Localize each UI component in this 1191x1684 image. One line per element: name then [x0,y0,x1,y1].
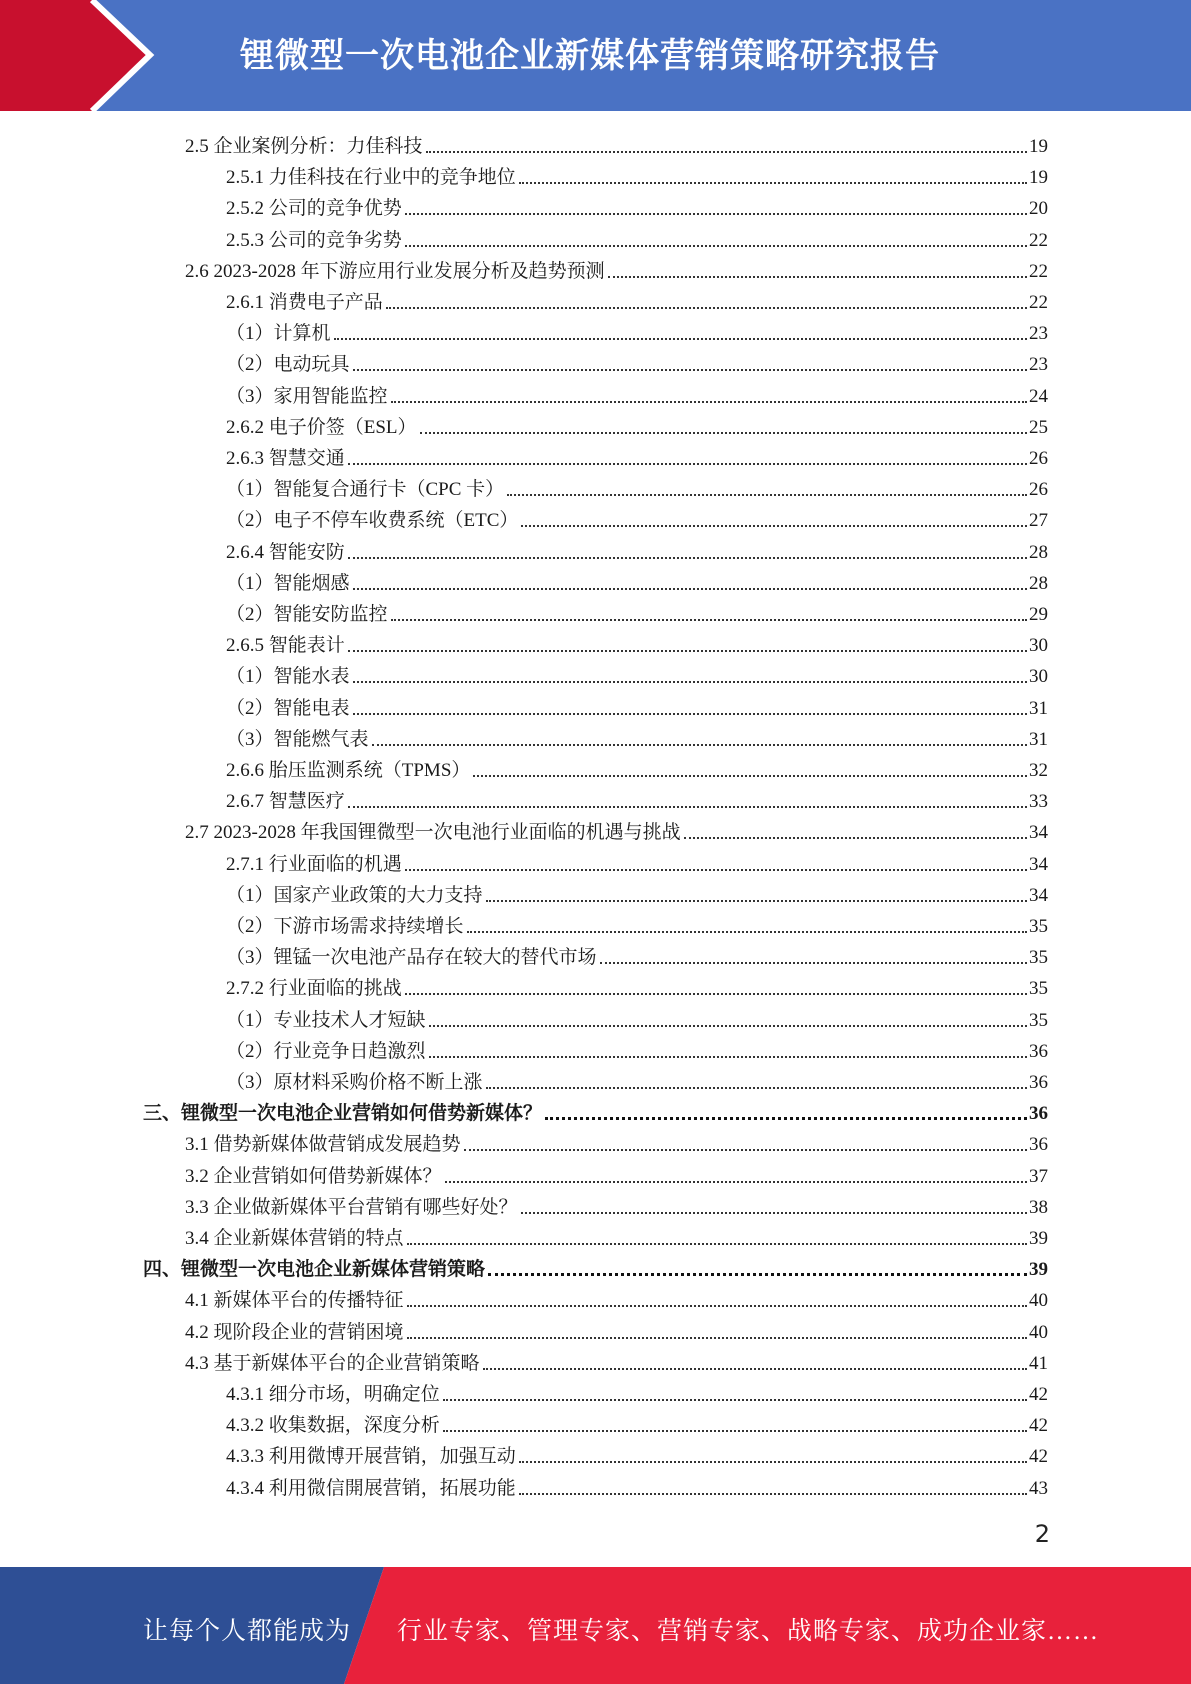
toc-entry[interactable] [226,783,1048,814]
toc-dot-leader [521,1212,1027,1214]
toc-entry-label: 4.3.3 利用微博开展营销，加强互动 [226,1446,516,1468]
toc-entry-label: 4.3.2 收集数据，深度分析 [226,1415,440,1437]
toc-dot-leader [405,245,1027,247]
toc-entry-page: 23 [1029,354,1048,376]
toc-entry-label: （2）行业竞争日趋激烈 [226,1040,426,1062]
toc-dot-leader [420,432,1027,434]
toc-entry-page: 40 [1029,1290,1048,1312]
toc-entry[interactable] [226,877,1048,908]
toc-entry[interactable] [226,565,1048,596]
toc-dot-leader [386,307,1027,309]
toc-dot-leader [405,869,1027,871]
toc-entry-label: （1）智能水表 [226,666,350,688]
toc-entry[interactable] [226,752,1048,783]
toc-entry-label: （3）智能燃气表 [226,728,369,750]
toc-entry[interactable] [185,814,1048,845]
toc-entry[interactable] [226,534,1048,565]
toc-entry[interactable] [226,159,1048,190]
toc-dot-leader [353,588,1027,590]
toc-entry[interactable] [226,190,1048,221]
toc-entry-page: 36 [1029,1072,1048,1093]
toc-entry-label: 3.2 企业营销如何借势新媒体？ [185,1165,442,1187]
toc-entry-page: 35 [1029,916,1048,937]
toc-dot-leader [443,1399,1027,1401]
toc-entry[interactable] [226,721,1048,752]
footer-slogan-left: 让每个人都能成为 [143,1618,352,1645]
toc-dot-leader [334,338,1027,340]
toc-entry[interactable] [185,1189,1048,1220]
toc-entry-label: （1）智能复合通行卡（CPC 卡） [226,479,505,501]
toc-entry-label: （2）下游市场需求持续增长 [226,916,464,937]
toc-entry-label: （3）锂锰一次电池产品存在较大的替代市场 [226,947,597,969]
toc-entry-label: 2.6.1 消费电子产品 [226,292,383,313]
toc-dot-leader [391,619,1027,621]
toc-entry-page: 24 [1029,385,1048,407]
toc-entry-label: （1）计算机 [226,323,331,345]
toc-entry-label: 2.5 企业案例分析：力佳科技 [185,136,423,157]
toc-entry-page: 42 [1029,1446,1048,1468]
toc-entry-page: 22 [1029,260,1048,282]
toc-entry[interactable] [226,471,1048,502]
toc-entry[interactable] [226,1064,1048,1095]
toc-entry[interactable] [226,409,1048,440]
toc-dot-leader [353,713,1027,715]
toc-entry-page: 33 [1029,791,1048,813]
toc-entry-label: 2.7.1 行业面临的机遇 [226,853,402,875]
toc-entry-page: 34 [1029,822,1048,844]
toc-entry-label: 2.7 2023-2028 年我国锂微型一次电池行业面临的机遇与挑战 [185,822,681,844]
toc-entry[interactable] [226,222,1048,253]
toc-dot-leader [467,931,1027,933]
toc-entry-label: 4.2 现阶段企业的营销困境 [185,1321,404,1343]
toc-entry-label: （2）智能电表 [226,697,350,719]
toc-entry-label: 2.6.4 智能安防 [226,541,345,563]
toc-entry[interactable] [226,378,1048,409]
toc-entry[interactable] [226,1407,1048,1438]
toc-entry-page: 34 [1029,853,1048,875]
footer-slogan-right: 行业专家、管理专家、营销专家、战略专家、成功企业家…… [397,1618,1100,1645]
toc-dot-leader [486,900,1027,902]
toc-entry-page: 22 [1029,292,1048,313]
toc-entry-label: 三、锂微型一次电池企业营销如何借势新媒体？ [143,1103,543,1125]
toc-entry-label: （2）电动玩具 [226,354,350,376]
toc-dot-leader [600,962,1027,964]
toc-entry[interactable] [226,1376,1048,1407]
toc-entry-page: 42 [1029,1415,1048,1437]
toc-entry[interactable] [143,1095,1048,1126]
toc-entry-label: （1）智能烟感 [226,572,350,594]
toc-entry-label: 3.3 企业做新媒体平台营销有哪些好处？ [185,1196,518,1218]
toc-entry-page: 31 [1029,728,1048,750]
toc-dot-leader [483,1368,1027,1370]
toc-dot-leader [519,182,1027,184]
toc-entry-page: 20 [1029,198,1048,220]
toc-entry[interactable] [185,1345,1048,1376]
toc-dot-leader [519,1493,1027,1495]
toc-dot-leader [405,213,1027,215]
toc-dot-leader [521,525,1027,527]
chevron-arrow-icon [0,0,160,111]
toc-entry-label: 2.6 2023-2028 年下游应用行业发展分析及趋势预测 [185,260,605,282]
toc-entry[interactable] [185,1314,1048,1345]
toc-entry-label: 4.1 新媒体平台的传播特征 [185,1290,404,1312]
toc-entry-page: 19 [1029,167,1048,189]
toc-entry-page: 29 [1029,604,1048,625]
toc-entry-page: 37 [1029,1165,1048,1187]
toc-entry[interactable] [226,284,1048,315]
toc-entry-page: 28 [1029,572,1048,594]
toc-dot-leader [519,1461,1027,1463]
toc-entry[interactable] [185,1126,1048,1157]
toc-dot-leader [445,1181,1027,1183]
toc-entry-page: 32 [1029,760,1048,781]
toc-entry-label: 4.3 基于新媒体平台的企业营销策略 [185,1352,480,1374]
toc-dot-leader [488,1273,1027,1276]
toc-entry[interactable] [226,502,1048,533]
toc-entry[interactable] [226,690,1048,721]
toc-entry[interactable] [226,315,1048,346]
toc-entry[interactable] [226,1033,1048,1064]
toc-dot-leader [443,1430,1027,1432]
toc-entry[interactable] [226,908,1048,939]
toc-entry-label: 4.3.1 细分市场，明确定位 [226,1384,440,1405]
toc-entry-label: 2.6.2 电子价签（ESL） [226,416,417,438]
toc-dot-leader [486,1087,1027,1089]
toc-dot-leader [464,1149,1027,1151]
toc-dot-leader [391,401,1027,403]
toc-entry[interactable] [185,1282,1048,1313]
toc-dot-leader [407,1337,1027,1339]
toc-dot-leader [473,775,1027,777]
toc-entry-page: 35 [1029,978,1048,1000]
header-banner [0,0,1191,111]
toc-entry-page: 41 [1029,1352,1048,1374]
toc-entry[interactable] [226,939,1048,970]
toc-entry[interactable] [226,1470,1048,1501]
toc-entry-label: 四、锂微型一次电池企业新媒体营销策略 [143,1259,486,1281]
toc-dot-leader [608,276,1027,278]
toc-entry-label: 2.7.2 行业面临的挑战 [226,978,402,1000]
toc-entry-page: 26 [1029,479,1048,501]
toc-entry-page: 22 [1029,229,1048,251]
toc-dot-leader [348,806,1027,808]
toc-entry-page: 31 [1029,697,1048,719]
toc-entry-label: （2）智能安防监控 [226,604,388,625]
toc-dot-leader [426,151,1027,153]
toc-entry-page: 25 [1029,416,1048,438]
toc-entry-label: 2.5.1 力佳科技在行业中的竞争地位 [226,167,516,189]
toc-entry-page: 30 [1029,635,1048,657]
toc-dot-leader [545,1117,1027,1120]
toc-entry-label: 2.6.6 胎压监测系统（TPMS） [226,760,471,781]
toc-entry-page: 28 [1029,541,1048,563]
toc-entry-label: 3.4 企业新媒体营销的特点 [185,1228,404,1249]
toc-entry-label: 4.3.4 利用微信開展营销，拓展功能 [226,1477,516,1499]
toc-entry-page: 30 [1029,666,1048,688]
toc-entry-label: 2.5.2 公司的竞争优势 [226,198,402,220]
toc-entry[interactable] [226,596,1048,627]
toc-entry[interactable] [226,346,1048,377]
toc-dot-leader [353,681,1027,683]
toc-entry-page: 36 [1029,1134,1048,1156]
toc-dot-leader [348,650,1027,652]
toc-entry-page: 38 [1029,1196,1048,1218]
toc-dot-leader [348,463,1027,465]
toc-entry-page: 19 [1029,136,1048,157]
toc-dot-leader [348,557,1027,559]
toc-entry-page: 26 [1029,448,1048,469]
toc-entry-label: 2.5.3 公司的竞争劣势 [226,229,402,251]
toc-entry-page: 36 [1029,1040,1048,1062]
toc-entry-label: （1）专业技术人才短缺 [226,1009,426,1031]
toc-entry[interactable] [226,846,1048,877]
page-number: 2 [1034,1520,1050,1548]
toc-entry-label: 2.6.7 智慧医疗 [226,791,345,813]
toc-entry[interactable] [226,1438,1048,1469]
toc-entry-label: 3.1 借势新媒体做营销成发展趋势 [185,1134,461,1156]
toc-dot-leader [429,1056,1027,1058]
toc-dot-leader [372,744,1027,746]
toc-entry[interactable] [226,440,1048,471]
toc-entry-page: 39 [1029,1259,1048,1281]
toc-entry[interactable] [185,253,1048,284]
toc-dot-leader [684,837,1027,839]
toc-entry-page: 35 [1029,1009,1048,1031]
toc-dot-leader [353,369,1027,371]
toc-entry-label: （2）电子不停车收费系统（ETC） [226,510,519,532]
toc-entry[interactable] [226,627,1048,658]
toc-entry-page: 42 [1029,1384,1048,1405]
toc-dot-leader [407,1243,1027,1245]
toc-entry-page: 36 [1029,1103,1048,1125]
toc-entry-label: 2.6.5 智能表计 [226,635,345,657]
toc-entry-label: （1）国家产业政策的大力支持 [226,884,483,906]
toc-entry[interactable] [226,658,1048,689]
footer-banner [0,1567,1191,1684]
toc-entry-page: 23 [1029,323,1048,345]
toc-entry-label: 2.6.3 智慧交通 [226,448,345,469]
toc-entry[interactable] [226,970,1048,1001]
toc-dot-leader [405,993,1027,995]
toc-entry-page: 34 [1029,884,1048,906]
toc-dot-leader [407,1305,1027,1307]
toc-entry-label: （3）家用智能监控 [226,385,388,407]
toc-entry[interactable] [185,128,1048,159]
toc-entry-page: 40 [1029,1321,1048,1343]
toc-entry[interactable] [185,1220,1048,1251]
toc-entry-page: 35 [1029,947,1048,969]
toc-entry-page: 43 [1029,1477,1048,1499]
toc-entry[interactable] [226,1002,1048,1033]
toc-dot-leader [429,1025,1027,1027]
toc-dot-leader [507,494,1027,496]
toc-entry-label: （3）原材料采购价格不断上涨 [226,1072,483,1093]
toc-entry-page: 39 [1029,1228,1048,1249]
toc-entry[interactable] [185,1158,1048,1189]
report-title: 锂微型一次电池企业新媒体营销策略研究报告 [240,36,940,76]
toc-entry-page: 27 [1029,510,1048,532]
toc-entry[interactable] [143,1251,1048,1282]
